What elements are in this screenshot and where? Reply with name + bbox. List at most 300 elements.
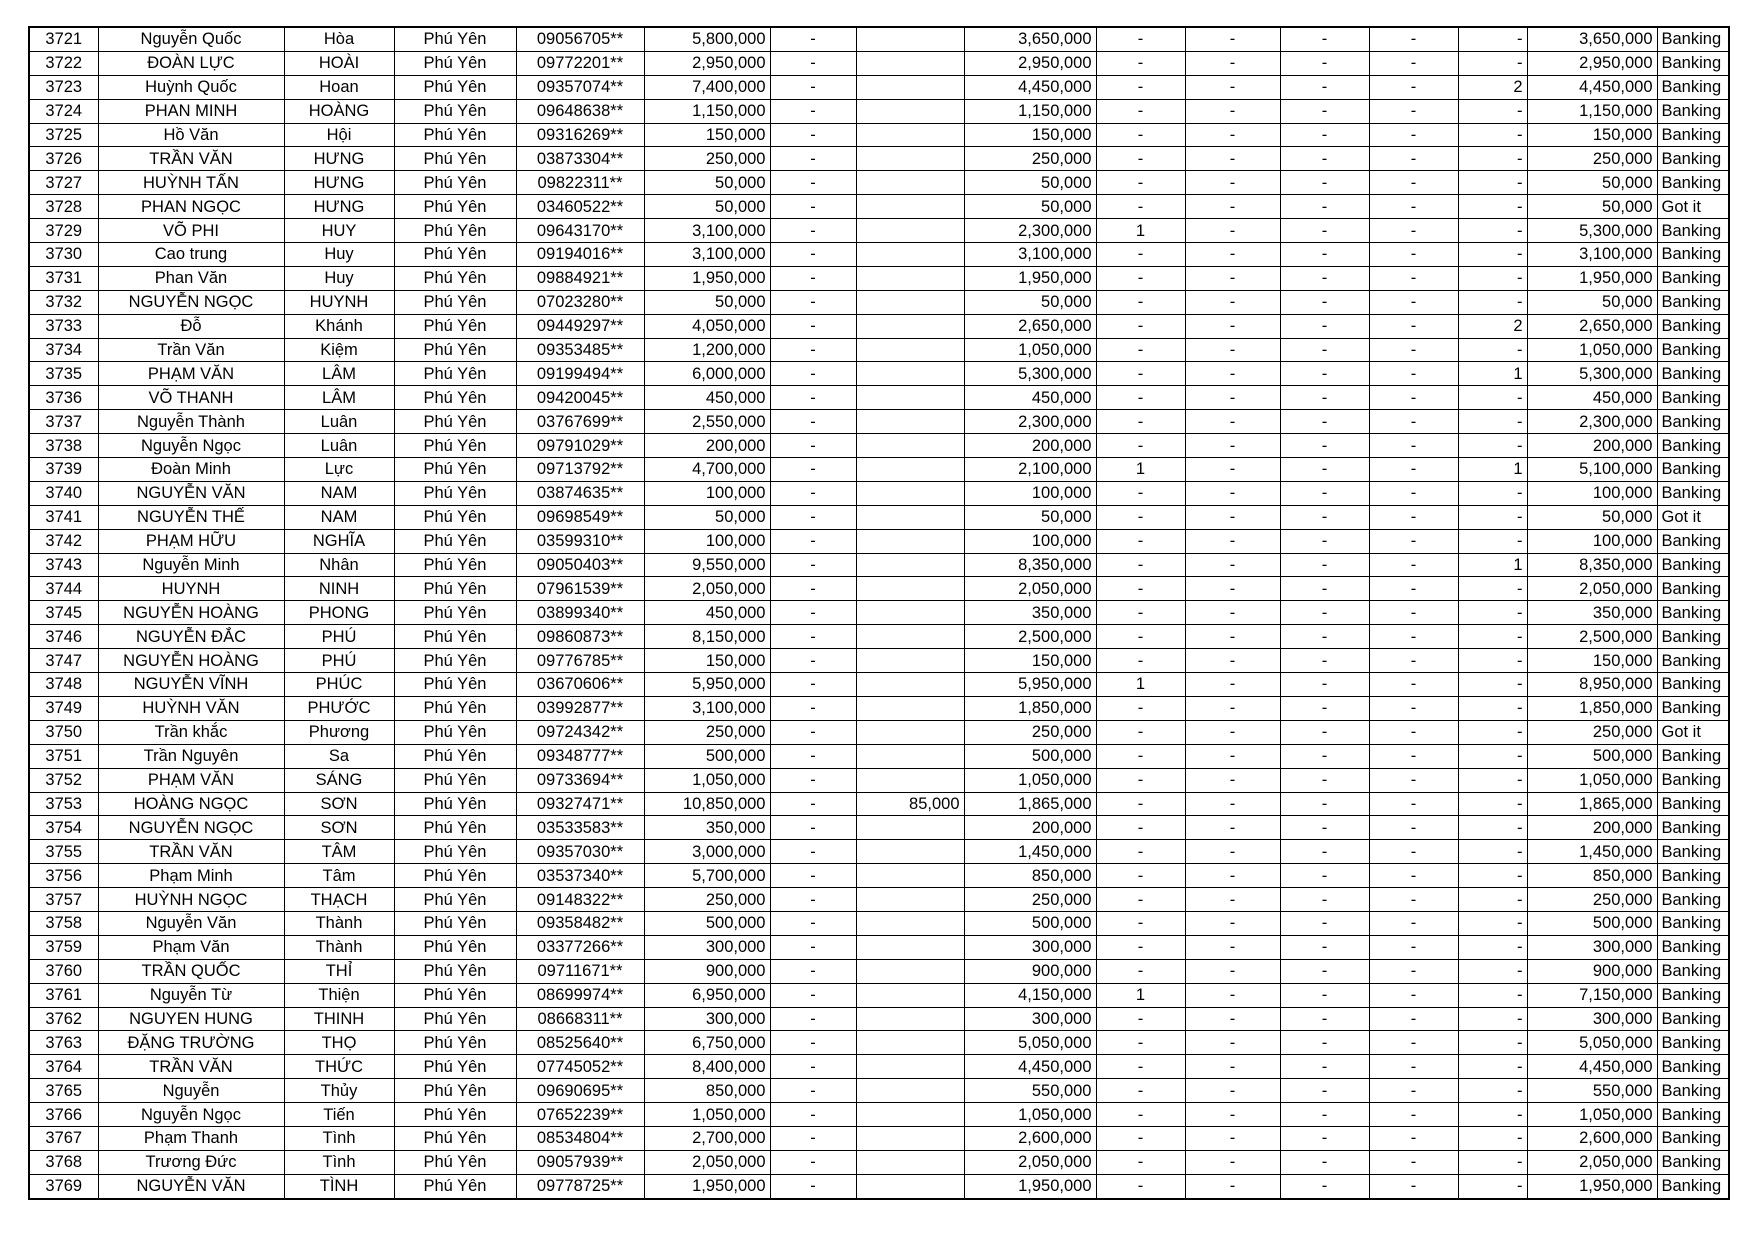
paid-amount-cell: 2,050,000: [964, 1150, 1096, 1174]
count-cell-4: -: [1369, 959, 1458, 983]
total-amount-cell: 150,000: [1527, 123, 1657, 147]
table-row: [29, 505, 1729, 529]
count-cell-4: -: [1369, 219, 1458, 243]
first-name-cell: Luân: [284, 434, 394, 458]
count-cell-3: -: [1280, 792, 1369, 816]
total-amount-cell: 500,000: [1527, 744, 1657, 768]
amount-cell: 100,000: [644, 529, 770, 553]
amount-cell: 3,100,000: [644, 219, 770, 243]
table-row: [29, 673, 1729, 697]
count-cell-2: -: [1185, 362, 1280, 386]
count-cell-5: -: [1458, 99, 1527, 123]
paid-amount-cell: 8,350,000: [964, 553, 1096, 577]
amount-cell: 900,000: [644, 959, 770, 983]
table-row: [29, 840, 1729, 864]
count-cell-4: -: [1369, 696, 1458, 720]
total-amount-cell: 2,600,000: [1527, 1126, 1657, 1150]
province-cell: Phú Yên: [394, 481, 516, 505]
method-cell: Banking: [1657, 123, 1729, 147]
count-cell-3: -: [1280, 864, 1369, 888]
amount-cell: 250,000: [644, 720, 770, 744]
count-cell-3: -: [1280, 1079, 1369, 1103]
province-cell: Phú Yên: [394, 911, 516, 935]
last-name-cell: TRẦN VĂN: [98, 1055, 284, 1079]
dash-cell: -: [770, 123, 856, 147]
province-cell: Phú Yên: [394, 434, 516, 458]
total-amount-cell: 5,300,000: [1527, 362, 1657, 386]
total-amount-cell: 300,000: [1527, 935, 1657, 959]
count-cell-1: -: [1096, 505, 1185, 529]
count-cell-1: -: [1096, 123, 1185, 147]
province-cell: Phú Yên: [394, 720, 516, 744]
count-cell-2: -: [1185, 983, 1280, 1007]
first-name-cell: Huy: [284, 266, 394, 290]
total-amount-cell: 2,050,000: [1527, 1150, 1657, 1174]
method-cell: Banking: [1657, 410, 1729, 434]
total-amount-cell: 550,000: [1527, 1079, 1657, 1103]
amount-cell: 2,050,000: [644, 1150, 770, 1174]
count-cell-4: -: [1369, 935, 1458, 959]
count-cell-4: -: [1369, 864, 1458, 888]
count-cell-1: -: [1096, 840, 1185, 864]
count-cell-2: -: [1185, 792, 1280, 816]
dash-cell: -: [770, 529, 856, 553]
count-cell-3: -: [1280, 75, 1369, 99]
count-cell-1: -: [1096, 577, 1185, 601]
first-name-cell: LÂM: [284, 362, 394, 386]
last-name-cell: Trần Văn: [98, 338, 284, 362]
count-cell-2: -: [1185, 553, 1280, 577]
count-cell-1: -: [1096, 1150, 1185, 1174]
total-amount-cell: 50,000: [1527, 505, 1657, 529]
province-cell: Phú Yên: [394, 983, 516, 1007]
method-cell: Banking: [1657, 219, 1729, 243]
count-cell-3: -: [1280, 888, 1369, 912]
paid-amount-cell: 200,000: [964, 434, 1096, 458]
count-cell-2: -: [1185, 1055, 1280, 1079]
method-cell: Banking: [1657, 338, 1729, 362]
province-cell: Phú Yên: [394, 99, 516, 123]
count-cell-1: -: [1096, 1174, 1185, 1198]
count-cell-5: -: [1458, 505, 1527, 529]
count-cell-1: -: [1096, 911, 1185, 935]
count-cell-2: -: [1185, 219, 1280, 243]
count-cell-4: -: [1369, 888, 1458, 912]
extra-amount-cell: [856, 696, 964, 720]
province-cell: Phú Yên: [394, 1103, 516, 1127]
count-cell-1: 1: [1096, 219, 1185, 243]
extra-amount-cell: [856, 577, 964, 601]
amount-cell: 9,550,000: [644, 553, 770, 577]
phone-cell: 03599310**: [516, 529, 644, 553]
paid-amount-cell: 100,000: [964, 529, 1096, 553]
table-row: [29, 911, 1729, 935]
method-cell: Banking: [1657, 1150, 1729, 1174]
count-cell-1: -: [1096, 147, 1185, 171]
province-cell: Phú Yên: [394, 1055, 516, 1079]
count-cell-3: -: [1280, 481, 1369, 505]
count-cell-2: -: [1185, 601, 1280, 625]
total-amount-cell: 1,950,000: [1527, 266, 1657, 290]
table-row: [29, 888, 1729, 912]
table-row: [29, 649, 1729, 673]
province-cell: Phú Yên: [394, 673, 516, 697]
count-cell-4: -: [1369, 911, 1458, 935]
phone-cell: 09148322**: [516, 888, 644, 912]
count-cell-5: -: [1458, 768, 1527, 792]
count-cell-2: -: [1185, 1150, 1280, 1174]
method-cell: Banking: [1657, 243, 1729, 267]
row-number-cell: 3724: [29, 99, 98, 123]
method-cell: Banking: [1657, 481, 1729, 505]
paid-amount-cell: 500,000: [964, 911, 1096, 935]
dash-cell: -: [770, 147, 856, 171]
count-cell-3: -: [1280, 1150, 1369, 1174]
amount-cell: 500,000: [644, 744, 770, 768]
extra-amount-cell: [856, 434, 964, 458]
total-amount-cell: 2,650,000: [1527, 314, 1657, 338]
count-cell-2: -: [1185, 314, 1280, 338]
table-row: [29, 601, 1729, 625]
count-cell-2: -: [1185, 959, 1280, 983]
count-cell-3: -: [1280, 1103, 1369, 1127]
count-cell-1: 1: [1096, 673, 1185, 697]
count-cell-2: -: [1185, 195, 1280, 219]
table-row: [29, 171, 1729, 195]
count-cell-3: -: [1280, 505, 1369, 529]
dash-cell: -: [770, 410, 856, 434]
count-cell-3: -: [1280, 386, 1369, 410]
records-table: [28, 26, 1730, 1200]
dash-cell: -: [770, 959, 856, 983]
method-cell: Banking: [1657, 1103, 1729, 1127]
phone-cell: 09056705**: [516, 27, 644, 51]
count-cell-1: -: [1096, 171, 1185, 195]
row-number-cell: 3750: [29, 720, 98, 744]
province-cell: Phú Yên: [394, 266, 516, 290]
last-name-cell: VÕ PHI: [98, 219, 284, 243]
count-cell-4: -: [1369, 792, 1458, 816]
table-row: [29, 219, 1729, 243]
amount-cell: 50,000: [644, 195, 770, 219]
last-name-cell: NGUYỄN VĨNH: [98, 673, 284, 697]
dash-cell: -: [770, 1007, 856, 1031]
count-cell-4: -: [1369, 75, 1458, 99]
first-name-cell: HOÀNG: [284, 99, 394, 123]
method-cell: Banking: [1657, 983, 1729, 1007]
count-cell-4: -: [1369, 51, 1458, 75]
paid-amount-cell: 850,000: [964, 864, 1096, 888]
first-name-cell: HUY: [284, 219, 394, 243]
count-cell-4: -: [1369, 1007, 1458, 1031]
amount-cell: 150,000: [644, 649, 770, 673]
phone-cell: 08525640**: [516, 1031, 644, 1055]
table-row: [29, 362, 1729, 386]
count-cell-1: 1: [1096, 983, 1185, 1007]
amount-cell: 3,000,000: [644, 840, 770, 864]
count-cell-3: -: [1280, 1174, 1369, 1198]
first-name-cell: HOÀI: [284, 51, 394, 75]
count-cell-1: -: [1096, 529, 1185, 553]
amount-cell: 2,700,000: [644, 1126, 770, 1150]
method-cell: Banking: [1657, 362, 1729, 386]
extra-amount-cell: [856, 1103, 964, 1127]
total-amount-cell: 1,950,000: [1527, 1174, 1657, 1198]
count-cell-2: -: [1185, 1103, 1280, 1127]
extra-amount-cell: [856, 911, 964, 935]
province-cell: Phú Yên: [394, 51, 516, 75]
count-cell-5: -: [1458, 195, 1527, 219]
method-cell: Banking: [1657, 768, 1729, 792]
first-name-cell: SƠN: [284, 816, 394, 840]
count-cell-2: -: [1185, 911, 1280, 935]
count-cell-2: -: [1185, 649, 1280, 673]
phone-cell: 03873304**: [516, 147, 644, 171]
amount-cell: 50,000: [644, 505, 770, 529]
amount-cell: 250,000: [644, 147, 770, 171]
province-cell: Phú Yên: [394, 744, 516, 768]
province-cell: Phú Yên: [394, 529, 516, 553]
extra-amount-cell: [856, 625, 964, 649]
count-cell-3: -: [1280, 171, 1369, 195]
last-name-cell: Trần khắc: [98, 720, 284, 744]
count-cell-5: -: [1458, 983, 1527, 1007]
dash-cell: -: [770, 768, 856, 792]
paid-amount-cell: 550,000: [964, 1079, 1096, 1103]
total-amount-cell: 200,000: [1527, 816, 1657, 840]
phone-cell: 09357030**: [516, 840, 644, 864]
dash-cell: -: [770, 195, 856, 219]
count-cell-4: -: [1369, 1031, 1458, 1055]
paid-amount-cell: 5,950,000: [964, 673, 1096, 697]
last-name-cell: Phạm Văn: [98, 935, 284, 959]
phone-cell: 09358482**: [516, 911, 644, 935]
count-cell-4: -: [1369, 1055, 1458, 1079]
count-cell-5: -: [1458, 720, 1527, 744]
amount-cell: 10,850,000: [644, 792, 770, 816]
last-name-cell: HUỲNH NGỌC: [98, 888, 284, 912]
total-amount-cell: 50,000: [1527, 195, 1657, 219]
count-cell-1: -: [1096, 720, 1185, 744]
province-cell: Phú Yên: [394, 935, 516, 959]
row-number-cell: 3725: [29, 123, 98, 147]
total-amount-cell: 8,350,000: [1527, 553, 1657, 577]
dash-cell: -: [770, 673, 856, 697]
count-cell-5: -: [1458, 1007, 1527, 1031]
dash-cell: -: [770, 935, 856, 959]
first-name-cell: Nhân: [284, 553, 394, 577]
count-cell-4: -: [1369, 577, 1458, 601]
count-cell-5: -: [1458, 434, 1527, 458]
table-row: [29, 1079, 1729, 1103]
last-name-cell: Trương Đức: [98, 1150, 284, 1174]
last-name-cell: NGUYỄN HOÀNG: [98, 601, 284, 625]
count-cell-3: -: [1280, 959, 1369, 983]
last-name-cell: Nguyễn Minh: [98, 553, 284, 577]
phone-cell: 09772201**: [516, 51, 644, 75]
dash-cell: -: [770, 290, 856, 314]
method-cell: Banking: [1657, 434, 1729, 458]
dash-cell: -: [770, 696, 856, 720]
count-cell-3: -: [1280, 266, 1369, 290]
method-cell: Banking: [1657, 577, 1729, 601]
count-cell-4: -: [1369, 601, 1458, 625]
last-name-cell: PHẠM VĂN: [98, 362, 284, 386]
paid-amount-cell: 1,050,000: [964, 1103, 1096, 1127]
first-name-cell: NAM: [284, 481, 394, 505]
extra-amount-cell: [856, 123, 964, 147]
count-cell-5: -: [1458, 219, 1527, 243]
dash-cell: -: [770, 219, 856, 243]
first-name-cell: TÌNH: [284, 1174, 394, 1198]
count-cell-5: -: [1458, 1103, 1527, 1127]
phone-cell: 09711671**: [516, 959, 644, 983]
extra-amount-cell: [856, 386, 964, 410]
count-cell-2: -: [1185, 505, 1280, 529]
row-number-cell: 3729: [29, 219, 98, 243]
province-cell: Phú Yên: [394, 959, 516, 983]
dash-cell: -: [770, 649, 856, 673]
count-cell-4: -: [1369, 1079, 1458, 1103]
first-name-cell: Tình: [284, 1126, 394, 1150]
method-cell: Banking: [1657, 27, 1729, 51]
dash-cell: -: [770, 816, 856, 840]
count-cell-2: -: [1185, 410, 1280, 434]
table-row: [29, 1126, 1729, 1150]
method-cell: Banking: [1657, 1007, 1729, 1031]
count-cell-3: -: [1280, 1126, 1369, 1150]
count-cell-4: -: [1369, 314, 1458, 338]
count-cell-5: -: [1458, 840, 1527, 864]
method-cell: Banking: [1657, 1055, 1729, 1079]
extra-amount-cell: [856, 314, 964, 338]
dash-cell: -: [770, 1126, 856, 1150]
last-name-cell: PHẠM VĂN: [98, 768, 284, 792]
last-name-cell: Phan Văn: [98, 266, 284, 290]
last-name-cell: NGUYỄN NGỌC: [98, 816, 284, 840]
count-cell-4: -: [1369, 147, 1458, 171]
count-cell-5: -: [1458, 1079, 1527, 1103]
phone-cell: 08534804**: [516, 1126, 644, 1150]
count-cell-5: -: [1458, 1126, 1527, 1150]
row-number-cell: 3747: [29, 649, 98, 673]
total-amount-cell: 350,000: [1527, 601, 1657, 625]
paid-amount-cell: 1,050,000: [964, 768, 1096, 792]
count-cell-3: -: [1280, 195, 1369, 219]
count-cell-2: -: [1185, 840, 1280, 864]
count-cell-4: -: [1369, 673, 1458, 697]
phone-cell: 09643170**: [516, 219, 644, 243]
row-number-cell: 3757: [29, 888, 98, 912]
last-name-cell: TRẦN VĂN: [98, 840, 284, 864]
last-name-cell: Nguyễn Quốc: [98, 27, 284, 51]
total-amount-cell: 5,100,000: [1527, 458, 1657, 482]
count-cell-5: -: [1458, 386, 1527, 410]
table-row: [29, 410, 1729, 434]
province-cell: Phú Yên: [394, 505, 516, 529]
row-number-cell: 3732: [29, 290, 98, 314]
last-name-cell: TRẦN QUỐC: [98, 959, 284, 983]
province-cell: Phú Yên: [394, 696, 516, 720]
count-cell-2: -: [1185, 481, 1280, 505]
count-cell-5: -: [1458, 601, 1527, 625]
row-number-cell: 3723: [29, 75, 98, 99]
first-name-cell: PHÚ: [284, 649, 394, 673]
amount-cell: 300,000: [644, 935, 770, 959]
count-cell-3: -: [1280, 314, 1369, 338]
paid-amount-cell: 1,950,000: [964, 266, 1096, 290]
count-cell-2: -: [1185, 171, 1280, 195]
paid-amount-cell: 1,150,000: [964, 99, 1096, 123]
count-cell-4: -: [1369, 816, 1458, 840]
count-cell-2: -: [1185, 1031, 1280, 1055]
paid-amount-cell: 2,600,000: [964, 1126, 1096, 1150]
method-cell: Banking: [1657, 147, 1729, 171]
count-cell-1: -: [1096, 1031, 1185, 1055]
count-cell-3: -: [1280, 1031, 1369, 1055]
count-cell-4: -: [1369, 768, 1458, 792]
count-cell-2: -: [1185, 744, 1280, 768]
extra-amount-cell: [856, 290, 964, 314]
province-cell: Phú Yên: [394, 27, 516, 51]
first-name-cell: Thiện: [284, 983, 394, 1007]
count-cell-2: -: [1185, 147, 1280, 171]
count-cell-5: -: [1458, 1150, 1527, 1174]
dash-cell: -: [770, 601, 856, 625]
phone-cell: 07745052**: [516, 1055, 644, 1079]
count-cell-5: -: [1458, 266, 1527, 290]
extra-amount-cell: [856, 864, 964, 888]
count-cell-4: -: [1369, 195, 1458, 219]
count-cell-3: -: [1280, 529, 1369, 553]
extra-amount-cell: [856, 266, 964, 290]
extra-amount-cell: [856, 362, 964, 386]
count-cell-3: -: [1280, 51, 1369, 75]
count-cell-2: -: [1185, 99, 1280, 123]
amount-cell: 5,700,000: [644, 864, 770, 888]
last-name-cell: Nguyễn Thành: [98, 410, 284, 434]
count-cell-3: -: [1280, 243, 1369, 267]
table-row: [29, 792, 1729, 816]
last-name-cell: HUYNH: [98, 577, 284, 601]
count-cell-1: -: [1096, 768, 1185, 792]
phone-cell: 09449297**: [516, 314, 644, 338]
count-cell-2: -: [1185, 75, 1280, 99]
extra-amount-cell: [856, 505, 964, 529]
extra-amount-cell: [856, 720, 964, 744]
phone-cell: 09357074**: [516, 75, 644, 99]
amount-cell: 2,950,000: [644, 51, 770, 75]
count-cell-3: -: [1280, 601, 1369, 625]
row-number-cell: 3753: [29, 792, 98, 816]
count-cell-2: -: [1185, 768, 1280, 792]
count-cell-4: -: [1369, 123, 1458, 147]
count-cell-3: -: [1280, 935, 1369, 959]
count-cell-4: -: [1369, 1126, 1458, 1150]
count-cell-4: -: [1369, 99, 1458, 123]
count-cell-1: -: [1096, 601, 1185, 625]
row-number-cell: 3751: [29, 744, 98, 768]
method-cell: Banking: [1657, 266, 1729, 290]
paid-amount-cell: 5,050,000: [964, 1031, 1096, 1055]
amount-cell: 4,050,000: [644, 314, 770, 338]
method-cell: Got it: [1657, 505, 1729, 529]
count-cell-2: -: [1185, 816, 1280, 840]
first-name-cell: Thành: [284, 911, 394, 935]
row-number-cell: 3763: [29, 1031, 98, 1055]
count-cell-4: -: [1369, 553, 1458, 577]
amount-cell: 450,000: [644, 386, 770, 410]
